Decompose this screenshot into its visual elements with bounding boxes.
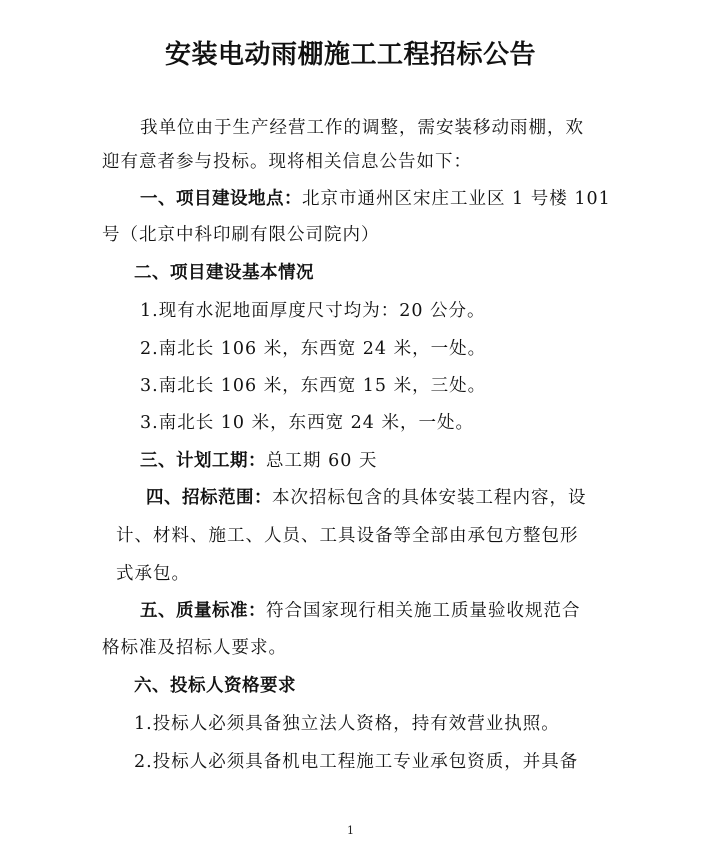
section-6-heading: 六、投标人资格要求 xyxy=(134,676,296,696)
section-2-item-4: 3.南北长 10 米，东西宽 24 米，一处。 xyxy=(140,413,474,433)
section-4-line-2: 计、材料、施工、人员、工具设备等全部由承包方整包形 xyxy=(116,526,579,546)
section-2-heading: 二、项目建设基本情况 xyxy=(134,263,314,283)
section-3-heading: 三、计划工期： xyxy=(140,451,266,471)
section-4-line-3: 式承包。 xyxy=(116,564,190,584)
section-3-text: 总工期 60 天 xyxy=(266,451,378,471)
section-1-text: 北京市通州区宋庄工业区 1 号楼 101 xyxy=(302,189,611,209)
section-1-line-2: 号（北京中科印刷有限公司院内） xyxy=(102,225,380,245)
section-6-item-1: 1.投标人必须具备独立法人资格，持有效营业执照。 xyxy=(134,714,560,734)
section-4-heading: 四、招标范围： xyxy=(146,488,272,508)
page-title: 安装电动雨棚施工工程招标公告 xyxy=(164,40,536,70)
page-number: 1 xyxy=(347,824,354,837)
section-4-text: 本次招标包含的具体安装工程内容，设 xyxy=(272,488,587,508)
section-1-heading: 一、项目建设地点： xyxy=(140,189,302,209)
intro-line-1: 我单位由于生产经营工作的调整，需安装移动雨棚，欢 xyxy=(140,118,584,138)
section-5-line-1 xyxy=(140,599,581,623)
intro-line-2: 迎有意者参与投标。现将相关信息公告如下： xyxy=(102,152,472,172)
section-2-item-3: 3.南北长 106 米，东西宽 15 米，三处。 xyxy=(140,376,487,396)
section-3-line xyxy=(140,449,377,473)
section-5-heading: 五、质量标准： xyxy=(140,601,266,621)
section-6-item-2: 2.投标人必须具备机电工程施工专业承包资质，并具备 xyxy=(134,752,579,772)
section-5-line-2: 格标准及招标人要求。 xyxy=(102,638,287,658)
section-1-line-1 xyxy=(140,187,611,211)
section-2-item-1: 1.现有水泥地面厚度尺寸均为：20 公分。 xyxy=(140,301,486,321)
section-4-line-1 xyxy=(146,486,587,510)
section-5-text: 符合国家现行相关施工质量验收规范合 xyxy=(266,601,581,621)
section-2-item-2: 2.南北长 106 米，东西宽 24 米，一处。 xyxy=(140,339,487,359)
